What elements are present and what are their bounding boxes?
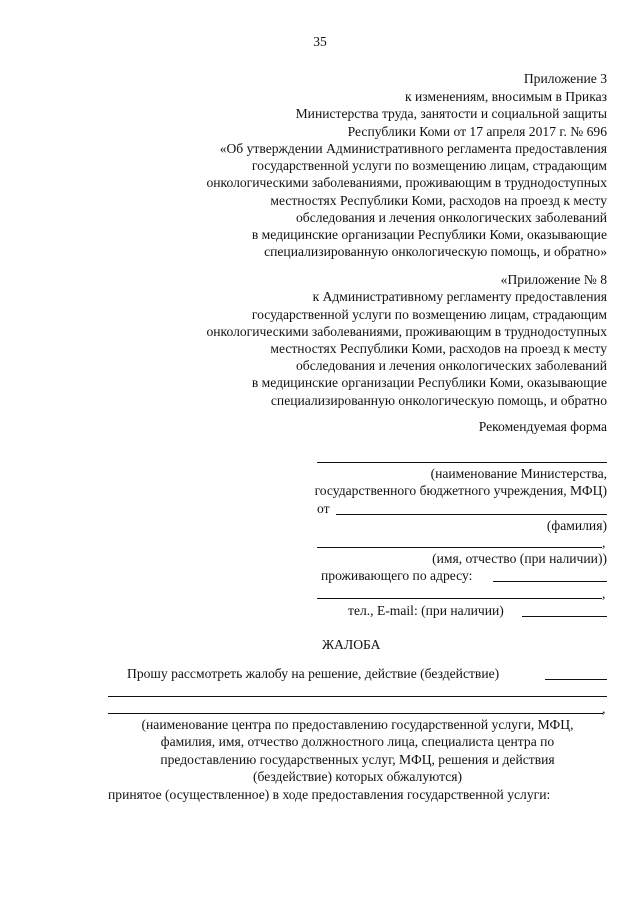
complaint-accepted-text: принятое (осуществленное) в ходе предоставления государственной услуги: — [108, 787, 551, 802]
address-line-1 — [493, 581, 607, 582]
appendix-3-line: к изменениям, вносимым в Приказ — [405, 89, 607, 104]
ministry-name-line — [317, 462, 607, 463]
decision-line-1 — [545, 679, 607, 680]
appendix-8-line: государственной услуги по возмещению лицам, страдающим — [251, 307, 607, 322]
appendix-8-line: к Административному регламенту предоставления — [312, 289, 607, 304]
complaint-hint-line: (наименование центра по предоставлению государственной услуги, МФЦ, — [141, 717, 574, 732]
phone-line — [522, 616, 607, 617]
address-label: проживающего по адресу: — [321, 568, 473, 583]
ministry-name-hint: государственного бюджетного учреждения, МФЦ) — [314, 483, 607, 498]
surname-hint: (фамилия) — [546, 518, 607, 533]
comma: , — [602, 701, 606, 716]
appendix-3-line: Республики Коми от 17 апреля 2017 г. № 696 — [347, 124, 607, 139]
phone-label: тел., E-mail: (при наличии) — [348, 603, 504, 618]
appendix-8-line: обследования и лечения онкологических заболеваний — [296, 358, 607, 373]
appendix-3-line: специализированную онкологическую помощь, и обратно» — [264, 244, 607, 259]
appendix-8-line: специализированную онкологическую помощь, и обратно — [270, 393, 607, 408]
appendix-3-line: «Об утверждении Административного регламента предоставления — [219, 141, 607, 156]
appendix-8-line: местностях Республики Коми, расходов на проезд к месту — [270, 341, 607, 356]
page-number: 35 — [313, 34, 327, 49]
address-line-2 — [317, 598, 602, 599]
comma: , — [602, 586, 606, 601]
name-line — [317, 547, 602, 548]
comma: , — [602, 535, 606, 550]
name-hint: (имя, отчество (при наличии)) — [432, 551, 607, 566]
appendix-3-line: обследования и лечения онкологических заболеваний — [296, 210, 607, 225]
appendix-3-line: онкологическими заболеваниями, проживающим в труднодоступных — [206, 175, 607, 190]
complaint-hint-line: (бездействие) которых обжалуются) — [252, 769, 463, 784]
appendix-3-line: местностях Республики Коми, расходов на проезд к месту — [270, 193, 607, 208]
complaint-title: ЖАЛОБА — [322, 637, 381, 652]
appendix-8-line: в медицинские организации Республики Коми, оказывающие — [251, 375, 607, 390]
recommended-form-label: Рекомендуемая форма — [478, 419, 607, 434]
decision-line-3 — [108, 713, 603, 714]
from-line — [336, 514, 607, 515]
appendix-3-line: Министерства труда, занятости и социальной защиты — [295, 106, 607, 121]
appendix-3-line: государственной услуги по возмещению лицам, страдающим — [251, 158, 607, 173]
complaint-hint-line: фамилия, имя, отчество должностного лица, специалиста центра по — [160, 734, 555, 749]
appendix-8-line: онкологическими заболеваниями, проживающим в труднодоступных — [206, 324, 607, 339]
ministry-name-hint: (наименование Министерства, — [430, 466, 607, 481]
complaint-request-text: Прошу рассмотреть жалобу на решение, действие (бездействие) — [127, 666, 500, 681]
appendix-3-line: Приложение 3 — [523, 71, 607, 86]
appendix-8-line: «Приложение № 8 — [500, 272, 607, 287]
appendix-3-line: в медицинские организации Республики Коми, оказывающие — [251, 227, 607, 242]
from-label: от — [317, 501, 330, 516]
complaint-hint-line: предоставлению государственных услуг, МФЦ, решения и действия — [160, 752, 555, 767]
decision-line-2 — [108, 696, 607, 697]
